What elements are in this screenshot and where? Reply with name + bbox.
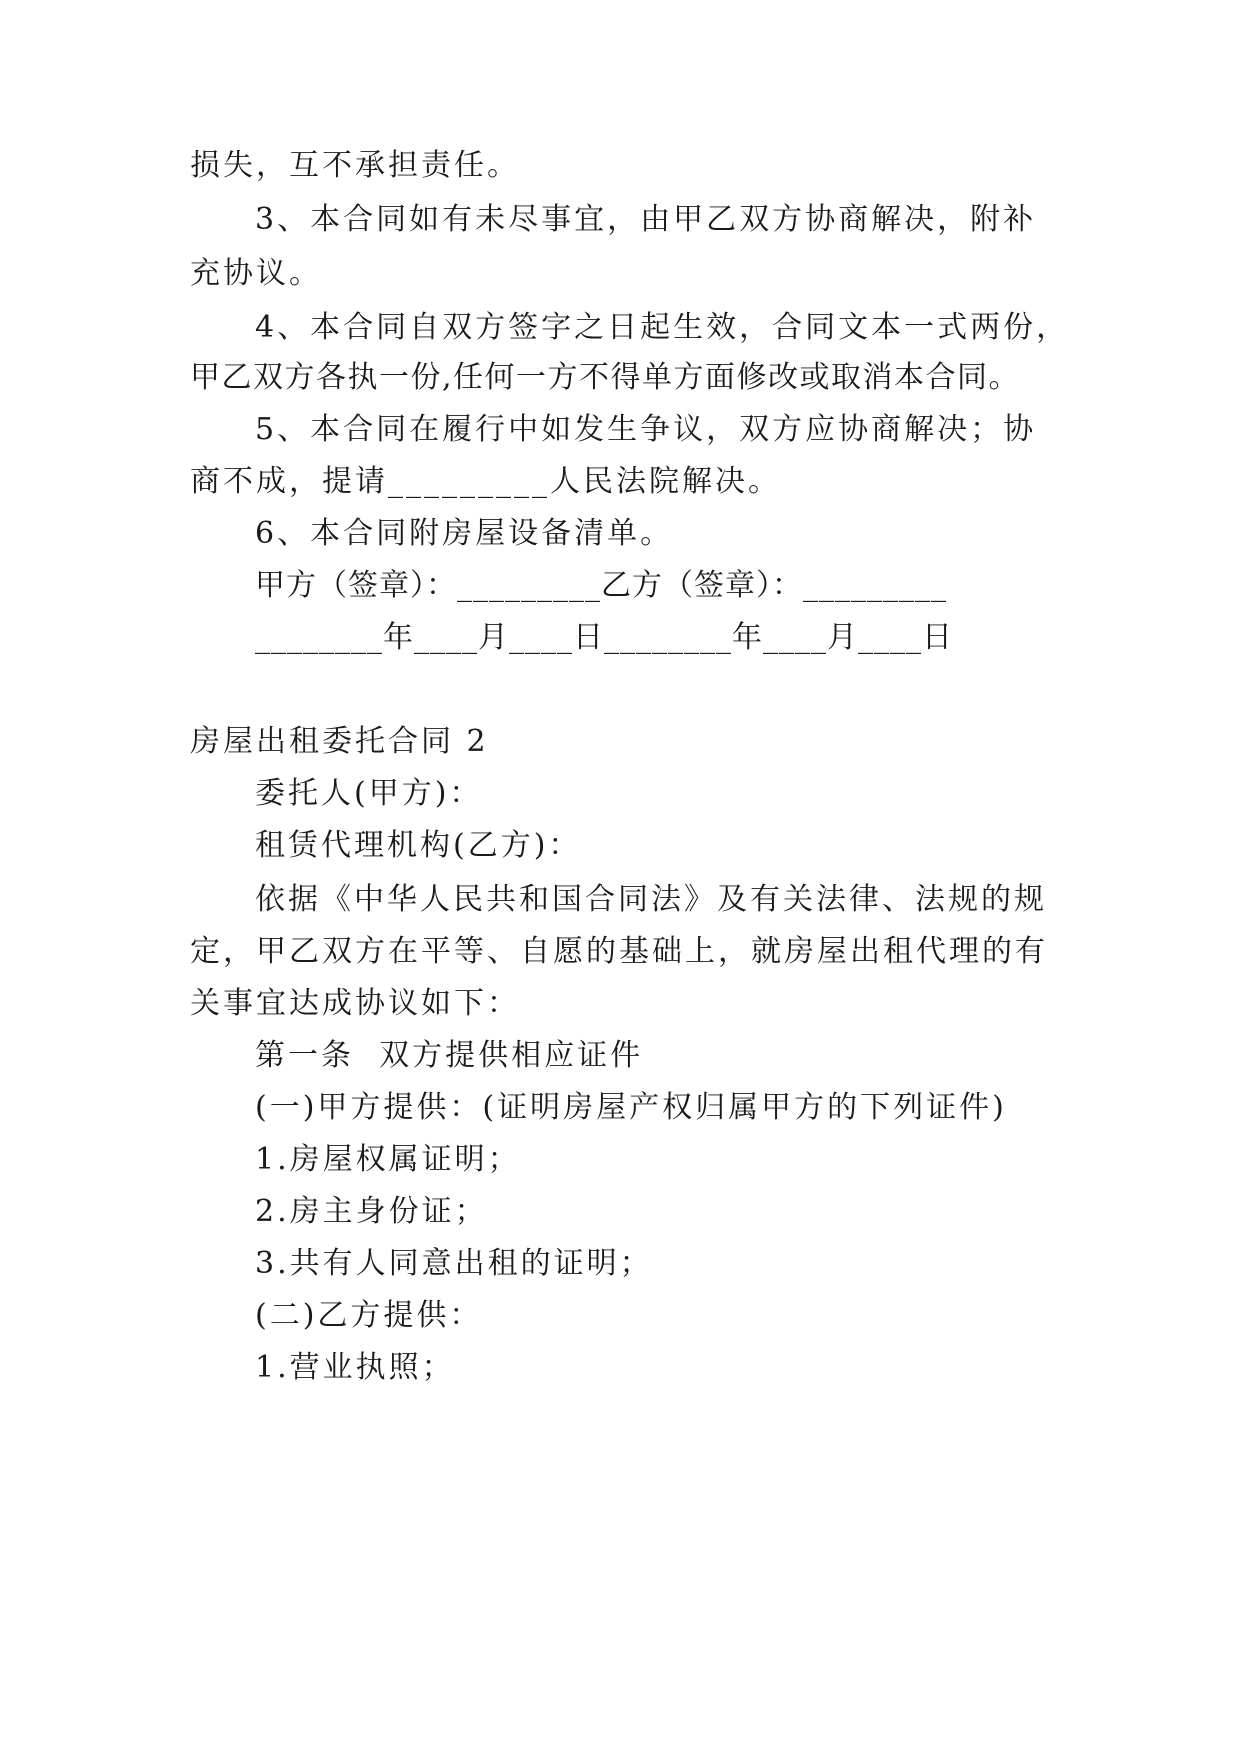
paragraph-line: 定，甲乙双方在平等、自愿的基础上，就房屋出租代理的有 xyxy=(190,934,1048,969)
paragraph-line: 委托人(甲方)： xyxy=(255,776,483,811)
article-heading: 第一条 双方提供相应证件 xyxy=(255,1038,644,1073)
list-item: 1.营业执照； xyxy=(255,1350,455,1385)
paragraph-line: 甲乙双方各执一份,任何一方不得单方面修改或取消本合同。 xyxy=(190,360,1021,395)
paragraph-line: 充协议。 xyxy=(190,256,322,291)
paragraph-line: (二)乙方提供： xyxy=(255,1298,483,1333)
date-line: ________年____月____日________年____月____日 xyxy=(255,620,953,655)
paragraph-line: 5、本合同在履行中如发生争议，双方应协商解决；协 xyxy=(255,412,1037,447)
paragraph-line: 4、本合同自双方签字之日起生效，合同文本一式两份， xyxy=(255,310,1070,345)
paragraph-line: 关事宜达成协议如下： xyxy=(190,986,520,1021)
paragraph-line: 租赁代理机构(乙方)： xyxy=(255,828,582,863)
paragraph-line: 3、本合同如有未尽事宜，由甲乙双方协商解决，附补 xyxy=(255,202,1037,237)
list-item: 2.房主身份证； xyxy=(255,1194,488,1229)
paragraph-line: 商不成，提请_________人民法院解决。 xyxy=(190,464,781,499)
paragraph-line: 损失，互不承担责任。 xyxy=(190,148,520,183)
section-title: 房屋出租委托合同 2 xyxy=(190,724,489,759)
list-item: 1.房屋权属证明； xyxy=(255,1142,521,1177)
paragraph-line: 6、本合同附房屋设备清单。 xyxy=(255,516,674,551)
signature-line: 甲方（签章）：_________乙方（签章）：_________ xyxy=(255,568,947,603)
paragraph-line: (一)甲方提供：(证明房屋产权归属甲方的下列证件) xyxy=(255,1090,1007,1125)
paragraph-line: 依据《中华人民共和国合同法》及有关法律、法规的规 xyxy=(255,882,1047,917)
list-item: 3.共有人同意出租的证明； xyxy=(255,1246,653,1281)
